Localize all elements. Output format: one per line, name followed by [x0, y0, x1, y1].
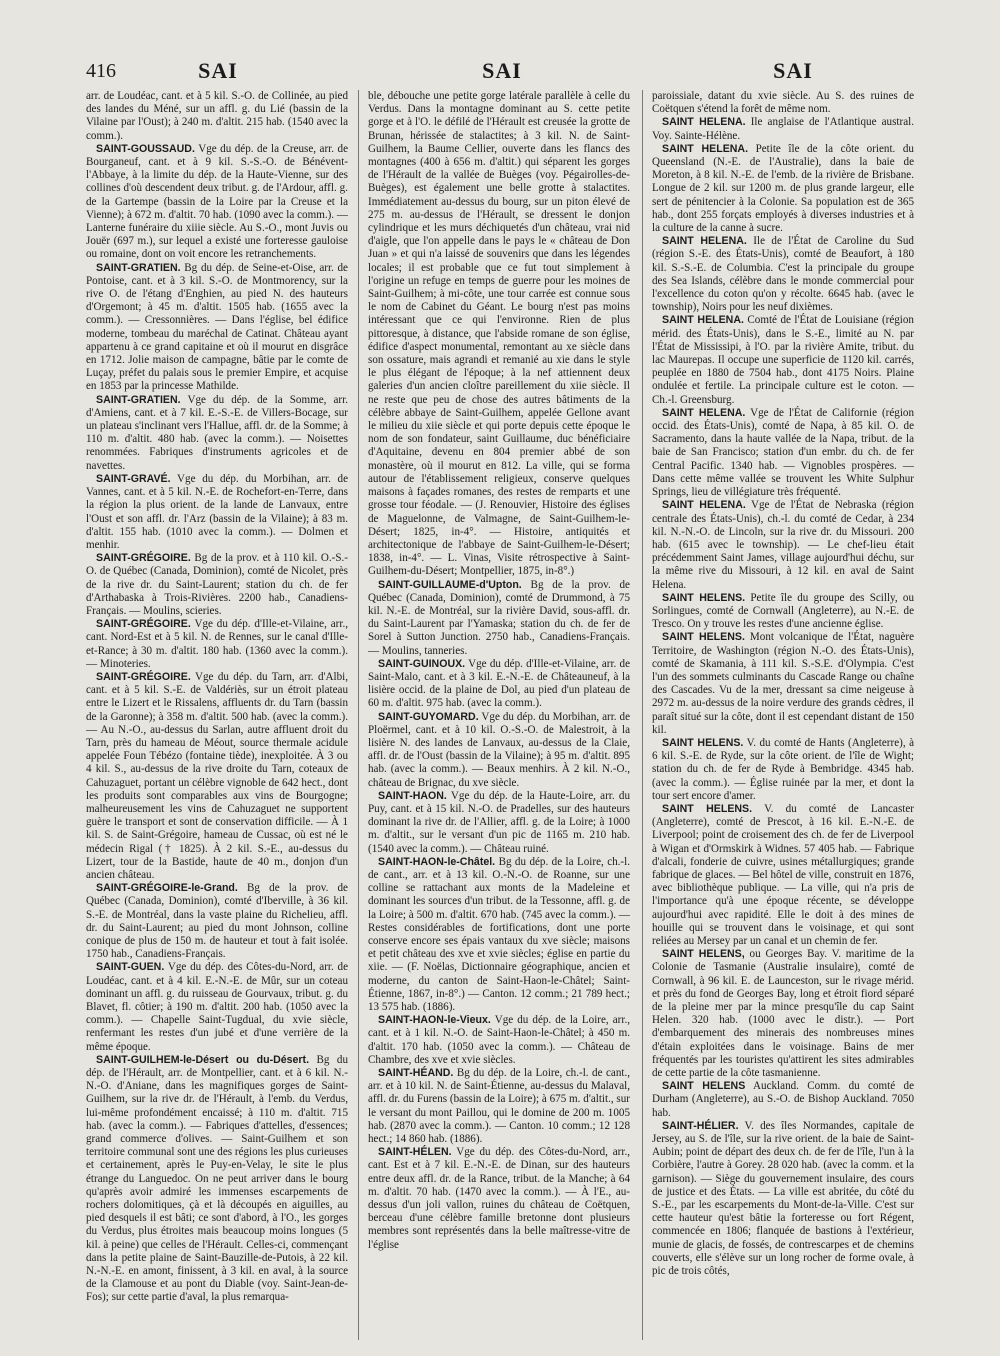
- running-head-right: SAI: [773, 58, 813, 83]
- entry-headword: SAINT-GUYOMARD.: [378, 710, 479, 723]
- entry-text: Petite île de la côte orient. du Queensland (N.-E. de l'Australie), dans la baie de Moreton, à 8 kil. N.-E. de l'emb. de la rivière de Brisbane. Longue de 2 kil. sur 1200 m. de plus grande largeur, elle sert de pénitencier à la Colonie. Sa population est de 365 hab., dont 255 forçats employés à diverses industries et à la culture de la canne à sucre.: [652, 142, 914, 235]
- entry-text: Vge du dép. du Morbihan, arr. de Vannes, cant. et à 5 kil. N.-E. de Rochefort-en-Terre, dans la région la plus orient. de la lande de Lanvaux, entre l'Oust et son affl. dr. l'Arz (bassin de la Vilaine); à 83 m. d'altit. 155 hab. (1010 avec la comm.). — Dolmen et menhir.: [86, 472, 348, 551]
- entry-headword: SAINT-GRATIEN.: [96, 261, 181, 274]
- entry-headword: SAINT-GRAVÉ.: [96, 472, 171, 485]
- dictionary-entry: [368, 90, 630, 579]
- entry-text: Mont volcanique de l'État, naguère Territoire, de Washington (région N.-O. des États-Unis), comté de Skamania, à 111 kil. S.-S.E. d'Olympia. C'est l'un des sommets culminants du Cascade Range ou chaîne des Cascades. Vu de la mer, dressant sa cime neigeuse à 2972 m. au-dessus de la noire verdure des grands cèdres, il paraît situé sur la côte, dont il est cependant distant de 150 kil.: [652, 631, 914, 736]
- entry-text: Petite île du groupe des Scilly, ou Sorlingues, comté de Cornwall (Angleterre), au N.-E. de Tresco. On y trouve les restes d'une ancienne église.: [652, 591, 914, 631]
- entry-text: Vge du dép. du Tarn, arr. d'Albi, cant. et à 5 kil. S.-E. de Valdériès, sur un étroit plateau entre le Lizert et le Rissalens, affluents dr. du Tarn (bassin de la Garonne); à 358 m. d'altit. 500 hab. (avec la comm.). — Au N.-O., au-dessus du Sarlan, autre affluent droit du Tarn, près du hameau de Méout, source thermale acidule appelée Foun Tébézo (fontaine tiède), inexploitée. À 3 ou 4 kil. S., au-dessus de la rive droite du Tarn, coteaux de Cahuzaguet, portant un célèbre vignoble de 642 hect., dont les produits sont comparables aux vins de Bourgogne; malheureusement les vins de Cahuzaguet ne supportent guère le transport et sont de conservation difficile. — À 1 kil. S. de Saint-Grégoire, hameau de Cussac, où est né le médecin Rigal († 1825). À 2 kil. S.-E., au-dessus du Lizert, tour de la Bastide, haute de 40 m., donjon d'un ancien château.: [86, 670, 348, 881]
- dictionary-entry: [368, 1014, 630, 1067]
- dictionary-entry: [86, 961, 348, 1053]
- entry-headword: SAINT HELENS,: [662, 948, 745, 961]
- entry-headword: SAINT-GRÉGOIRE.: [96, 670, 191, 683]
- dictionary-entry: [86, 882, 348, 961]
- entry-headword: SAINT-HAON.: [378, 789, 447, 802]
- entry-headword: SAINT-GUILHEM-le-Désert ou du-Désert.: [96, 1053, 310, 1066]
- entry-headword: SAINT HELENA.: [662, 499, 746, 512]
- dictionary-entry: [368, 658, 630, 711]
- page-number: 416: [86, 60, 116, 82]
- entry-headword: SAINT HELENS.: [662, 736, 744, 749]
- entry-headword: SAINT HELENS: [662, 1080, 746, 1093]
- dictionary-entry: [86, 473, 348, 552]
- entry-headword: SAINT-HÉAND.: [378, 1067, 454, 1080]
- entry-headword: SAINT HELENS.: [662, 591, 746, 604]
- entry-text: Vge de l'État de Californie (région occid. des États-Unis), comté de Napa, à 85 kil. O. de Sacramento, dans la haute vallée de la Napa, tribut. de la baie de San Francisco; station d'un embr. du ch. de fer Central Pacific. 1340 hab. — Vignobles prospères. — Dans cette même vallée se trouvent les White Sulphur Springs, lieu de villégiature très fréquenté.: [652, 406, 914, 499]
- dictionary-entry: [652, 499, 914, 591]
- entry-text: Bg du dép. de la Loire, ch.-l. de cant., arr. et à 13 kil. O.-N.-O. de Roanne, sur une colline se rattachant aux monts de la Madeleine et dominant les sources d'un tribut. de la Tessonne, affl. g. de la Loire; à 500 m. d'altit. 670 hab. (745 avec la comm.). — Restes considérables de fortifications, dont une porte conserve encore ses épais vantaux du xve siècle; maisons et petit château des xve et xvie siècles; église en partie du xiie. — (F. Noëlas, Dictionnaire géographique, ancien et moderne, du canton de Saint-Haon-le-Châtel; Saint-Étienne, 1867, in-8°.) — Canton. 12 comm.; 21 789 hect.; 13 575 hab. (1886).: [368, 855, 630, 1014]
- dictionary-entry: [368, 790, 630, 856]
- dictionary-entry: [368, 579, 630, 658]
- entry-headword: SAINT HELENS.: [662, 802, 753, 815]
- entry-headword: SAINT-HAON-le-Châtel.: [378, 855, 496, 868]
- dictionary-entry: [652, 592, 914, 632]
- entry-headword: SAINT HELENA.: [662, 235, 747, 248]
- dictionary-entry: [368, 1067, 630, 1146]
- entry-text: Vge du dép. du Morbihan, arr. de Ploërmel, cant. et à 10 kil. O.-S.-O. de Malestroit, à la lisière N. des landes de Lanvaux, au-dessus de la Claie, affl. dr. de l'Oust (bassin de la Vilaine); à 95 m. d'altit. 895 hab. (avec la comm.). — Beaux menhirs. À 2 kil. N.-O., château de Brignac, du xve siècle.: [368, 710, 630, 789]
- dictionary-entry: [652, 948, 914, 1080]
- entry-text: Vge du dép. de la Haute-Loire, arr. du Puy, cant. et à 15 kil. N.-O. de Pradelles, sur des hauteurs dominant la rive dr. de l'Allier, affl. g. de la Loire; à 1000 m. d'altit., sur le versant d'un pic de 1165 m. 210 hab. (1540 avec la comm.). — Château ruiné.: [368, 789, 630, 855]
- entry-headword: SAINT-GOUSSAUD.: [96, 142, 195, 155]
- entry-text: Bg de la prov. de Québec (Canada, Dominion), comté d'Iberville, à 36 kil. S.-E. de Montréal, dans la vaste plaine du Richelieu, affl. dr. du Saint-Laurent; au pied du mont Johnson, colline conique de plus de 150 m. de hauteur et tout à fait isolée. 1750 hab., Canadiens-Français.: [86, 882, 348, 961]
- entry-text: Bg de la prov. de Québec (Canada, Dominion), comté de Drummond, à 75 kil. N.-E. de Montréal, sur la rivière David, sous-affl. dr. du Saint-Laurent par l'Yamaska; station du ch. de fer de Sorel à Sutton Junction. 2750 hab., Canadiens-Français. — Moulins, tanneries.: [368, 578, 630, 657]
- entry-text: Ile anglaise de l'Atlantique austral. Voy. Sainte-Hélène.: [652, 116, 914, 142]
- dictionary-entry: [652, 407, 914, 499]
- entry-headword: SAINT HELENS.: [662, 631, 745, 644]
- entry-text: Vge du dép. de la Creuse, arr. de Bourganeuf, cant. et à 9 kil. S.-S.-O. de Bénévent-l'Abbaye, à la limite du dép. de la Haute-Vienne, sur des collines d'où descendent deux tribut. g. de l'Ardour, affl. g. de la Gartempe (bassin de la Loire par la Creuse et la Vienne); à 672 m. d'altit. 70 hab. (1090 avec la comm.). — Lanterne funéraire du xiiie siècle. Au S.-O., mont Juvis ou Jouër (697 m.), sur lequel a existé une forteresse gauloise ou romaine, dont on voit encore les retranchements.: [86, 142, 348, 261]
- dictionary-entry: [86, 262, 348, 394]
- entry-headword: SAINT-GUEN.: [96, 961, 165, 974]
- dictionary-entry: [86, 1054, 348, 1305]
- entry-text: Vge du dép. des Côtes-du-Nord, arr. de Loudéac, cant. et à 4 kil. E.-N.-E. de Mûr, sur un coteau dominant un affl. g. du ruisseau de Gourvaux, tribut. g. du Blavet, fl. côtier; à 190 m. d'altit. 200 hab. (1050 avec la comm.). — Chapelle Saint-Tugdual, du xvie siècle, renfermant les restes d'un jubé et d'une verrière de la même époque.: [86, 961, 348, 1053]
- running-head-center: SAI: [482, 58, 522, 83]
- entry-text: Vge du dép. d'Ille-et-Vilaine, arr., cant. Nord-Est et à 5 kil. N. de Rennes, sur le canal d'Ille-et-Rance; à 30 m. d'altit. 180 hab. (1360 avec la comm.). — Minoteries.: [86, 618, 348, 670]
- dictionary-entry: [652, 235, 914, 314]
- dictionary-entry: [86, 671, 348, 882]
- dictionary-entry: [86, 618, 348, 671]
- entry-text: ble, débouche une petite gorge latérale parallèle à celle du Verdus. Dans la montagne dominant au S. cette petite gorge et à l'O. le défilé de l'Hérault est creusée la grotte de Brunan, hérissée de stalactites; à 3 kil. N. de Saint-Guilhem, la Baume Cellier, ouverte dans les flancs des montagnes (400 à 656 m. d'altit.) qui séparent les gorges de l'Hérault de la vallée de Buèges (voy. Pégairolles-de-Buèges), est également une belle grotte à stalactites. Immédiatement au-dessus du bourg, sur un piton élevé de 275 m. au-dessus de l'Hérault, se dressent le donjon cylindrique et les murs déchiquetés d'un château, vrai nid d'aigle, que l'on appelle dans le pays le « château de Don Juan » et qui n'a laissé de souvenirs que dans les légendes locales; il est probable que ce fut tout simplement à l'origine un refuge en temps de guerre pour les moines de Saint-Guilhem; à mi-côte, une tour carrée est connue sous le nom de Cabinet du Géant. Le bourg n'est pas moins intéressant que ce qui l'environne. Rien de plus pittoresque, à distance, que l'abside romane de son église, édifice d'aspect monumental, remontant au xe siècle dans son ossature, mais agrandi et remanié au xie dans le style le plus élégant de l'époque; à la nef attiennent deux galeries d'un ancien cloître pareillement du xiie siècle. Il ne reste que peu de chose des autres bâtiments de la célèbre abbaye de Saint-Guilhem, appelée Gellone avant le milieu du xiie siècle et qui porte depuis cette époque le nom de son fondateur, saint Guillaume, duc bénéficiaire d'Aquitaine, devenu en 804 premier abbé de son monastère, où il mourut en 812. La ville, qui se forma autour de l'établissement religieux, conserve quelques maisons à façades romanes, des restes de remparts et une grosse tour féodale. — (J. Renouvier, Histoire des églises de Maguelonne, de Valmagne, de Saint-Guilhem-le-Désert; 1825, in-4°. — Histoire, antiquités et architectonique de l'abbaye de Saint-Guilhem-le-Désert; 1838, in-4°. — L. Vinas, Visite rétrospective à Saint-Guilhem-du-Désert; Montpellier, 1875, in-8°.): [368, 90, 630, 578]
- entry-text: Bg du dép. de l'Hérault, arr. de Montpellier, cant. et à 6 kil. N.-N.-O. d'Aniane, dans les magnifiques gorges de Saint-Guilhem, sur la rive dr. de l'Hérault, à l'emb. du Verdus, lui-même profondément encaissé; à 110 m. d'altit. 715 hab. (avec la comm.). — Fabriques d'attelles, d'essences; grand commerce d'olives. — Saint-Guilhem et son territoire communal sont une des régions les plus curieuses et certainement, après le Puy-en-Velay, le site le plus étrange du Languedoc. On ne peut arriver dans le bourg qu'après avoir admiré les immenses escarpements de rochers dolomitiques, çà et là découpés en aiguilles, au pied desquels il est bâti; ce sont d'abord, à l'O., les gorges du Verdus, plus étroites mais beaucoup moins longues (5 kil. à peine) que celles de l'Hérault. Celles-ci, commençant dans la petite plaine de Saint-Bauzille-de-Putois, à 22 kil. N.-N.-E. en amont, finissent, à 3 kil. en aval, à la source de la Clamouse et au pont du Diable (voy. Saint-Jean-de-Fos); sur cette partie d'aval, la plus remarqua-: [86, 1053, 348, 1304]
- entry-headword: SAINT-GUINOUX.: [378, 657, 466, 670]
- dictionary-entry: [86, 90, 348, 143]
- entry-text: Vge du dép. de la Loire, arr., cant. et à 1 kil. N.-O. de Saint-Haon-le-Châtel; à 450 m. d'altit. 170 hab. (1050 avec la comm.). — Château de Chambre, des xve et xvie siècles.: [368, 1014, 630, 1066]
- text-column-3: [652, 90, 914, 1340]
- entry-text: Bg du dép. de Seine-et-Oise, arr. de Pontoise, cant. et à 3 kil. S.-O. de Montmorency, sur la rive O. de l'étang d'Enghien, au pied N. des hauteurs d'Orgemont; à 45 m. d'altit. 1505 hab. (1655 avec la comm.). — Cressonnières. — Dans l'église, bel édifice moderne, tombeau du maréchal de Catinat. Château ayant appartenu à ce grand capitaine et où il mourut en disgrâce en 1712. Jolie maison de campagne, bâtie par le comte de Luçay, préfet du palais sous le premier Empire, et acquise en 1853 par la princesse Mathilde.: [86, 261, 348, 393]
- dictionary-entry: [86, 394, 348, 473]
- entry-headword: SAINT-GRÉGOIRE.: [96, 552, 191, 565]
- entry-text: Bg du dép. de la Loire, ch.-l. de cant., arr. et à 10 kil. N. de Saint-Étienne, au-dessus du Malaval, affl. dr. du Furens (bassin de la Loire); à 675 m. d'altit., sur le versant du mont Paillou, qui le domine de 200 m. 1005 hab. (2870 avec la comm.). — Canton. 10 comm.; 12 128 hect.; 14 860 hab. (1886).: [368, 1067, 630, 1146]
- entry-text: Comté de l'État de Louisiane (région mérid. des États-Unis), dans le S.-E., limité au N. par l'État de Mississipi, à l'O. par la rivière Amite, tribut. du lac Maurepas. Il occupe une superficie de 1120 kil. carrés, peuplée en 1880 de 7504 hab., dont 4175 Noirs. Plaine ondulée et fertile. La principale culture est le coton. — Ch.-l. Greensburg.: [652, 314, 914, 406]
- entry-headword: SAINT-HAON-le-Vieux.: [378, 1014, 491, 1027]
- dictionary-entry: [86, 552, 348, 618]
- entry-text: Bg de la prov. et à 110 kil. O.-S.-O. de Québec (Canada, Dominion), comté de Nicolet, près de la rive dr. du Saint-Laurent; station du ch. de fer d'Arthabaska à Trois-Rivières. 2200 hab., Canadiens-Français. — Moulins, scieries.: [86, 552, 348, 617]
- dictionary-entry: [652, 1120, 914, 1278]
- column-rule: [358, 90, 359, 1340]
- entry-text: Vge de l'État de Nebraska (région centrale des États-Unis), ch.-l. du comté de Cedar, à 234 kil. N.-N.-O. de Lincoln, sur la rive dr. du Missouri. 200 hab. (615 avec le township). — Le chef-lieu était précédemment Saint James, village aujourd'hui déchu, sur la même rive du Missouri, à 12 kil. en aval de Saint Helena.: [652, 499, 914, 591]
- dictionary-entry: [652, 314, 914, 406]
- dictionary-entry: [652, 803, 914, 948]
- dictionary-entry: [368, 711, 630, 790]
- dictionary-entry: [652, 631, 914, 737]
- entry-text: paroissiale, datant du xvie siècle. Au S. des ruines de Coëtquen s'étend la forêt de même nom.: [652, 90, 914, 116]
- entry-text: ou Georges Bay. V. maritime de la Colonie de Tasmanie (Australie insulaire), comté de Cornwall, à 96 kil. E. de Launceston, sur le rivage mérid. et près du fond de Georges Bay, long et étroit fiord séparé de la pleine mer par la mince presqu'île du cap Saint Helen. 320 hab. (1000 avec le distr.). — Port d'embarquement des minerais des nombreuses mines d'étain exploitées dans le voisinage. Bains de mer fréquentés par les touristes qu'attirent les sites admirables de cette partie de la côte tasmanienne.: [652, 948, 914, 1080]
- column-rule: [642, 90, 643, 1340]
- entry-text: Vge du dép. des Côtes-du-Nord, arr., cant. Est et à 7 kil. E.-N.-E. de Dinan, sur des hauteurs entre deux affl. dr. de la Rance, tribut. de la Manche; à 64 m. d'altit. 70 hab. (1470 avec la comm.). — À l'E., au-dessus d'un joli vallon, ruines du château de Coëtquen, berceau d'une célèbre famille bretonne dont plusieurs membres sont représentés dans la belle maîtresse-vitre de l'église: [368, 1146, 630, 1251]
- entry-headword: SAINT-GRÉGOIRE.: [96, 618, 191, 631]
- text-column-2: [368, 90, 630, 1340]
- page-header: [0, 58, 1000, 88]
- entry-headword: SAINT HELENA.: [662, 406, 746, 419]
- entry-text: Auckland. Comm. du comté de Durham (Angleterre), au S.-O. de Bishop Auckland. 7050 hab.: [652, 1080, 914, 1119]
- entry-headword: SAINT HELENA.: [662, 142, 749, 155]
- entry-headword: SAINT-HÉLEN.: [378, 1146, 452, 1159]
- entry-headword: SAINT-GRATIEN.: [96, 393, 181, 406]
- dictionary-entry: [652, 143, 914, 235]
- entry-headword: SAINT HELENA.: [662, 116, 746, 129]
- entry-text: V. des îles Normandes, capitale de Jersey, au S. de l'île, sur la rive orient. de la baie de Saint-Aubin; point de départ des deux ch. de fer de l'île, l'un à la Corbière, l'autre à Gorey. 28 020 hab. (avec la comm. et la garnison). — Siège du gouvernement insulaire, des cours de justice et des États. — La ville est abritée, du côté du S.-E., par les escarpements du Mont-de-la-Ville. C'est sur cette hauteur qu'est bâtie la forteresse ou fort Régent, commencée en 1806; flanquée de bastions à l'extérieur, munie de glacis, de fossés, de contrescarpes et de chemins couverts, elle s'élève sur un long rocher de forme ovale, à pic de trois côtés,: [652, 1119, 914, 1278]
- dictionary-entry: [652, 737, 914, 803]
- running-head-left: SAI: [198, 58, 238, 83]
- entry-text: Vge du dép. d'Ille-et-Vilaine, arr. de Saint-Malo, cant. et à 3 kil. E.-N.-E. de Châteauneuf, à la lisière occid. de la plaine de Dol, au pied d'un plateau de 60 m. d'altit. 975 hab. (avec la comm.).: [368, 657, 630, 710]
- text-column-1: [86, 90, 348, 1340]
- dictionary-entry: [652, 1080, 914, 1120]
- dictionary-entry: [652, 90, 914, 116]
- entry-headword: SAINT-GRÉGOIRE-le-Grand.: [96, 882, 238, 895]
- entry-headword: SAINT HELENA.: [662, 314, 744, 327]
- entry-text: Ile de l'État de Caroline du Sud (région S.-E. des États-Unis), comté de Beaufort, à 180 kil. S.-S.-E. de Columbia. C'est la principale du groupe des Sea Islands, célèbre dans le monde commercial pour l'excellence du coton qu'on y récolte. 6645 hab. (avec le township), Noirs pour les neuf dixièmes.: [652, 235, 914, 314]
- entry-text: V. du comté de Lancaster (Angleterre), comté de Prescot, à 16 kil. E.-N.-E. de Liverpool; point de croisement des ch. de fer de Liverpool à Wigan et d'Ormskirk à Widnes. 57 405 hab. — Fabrique d'alcali, fonderie de cuivre, usines métallurgiques; grande fabrique de glaces. — Bel hôtel de ville, construit en 1876, avec bibliothèque publique. — La ville, qui n'a pris de l'importance qu'à une époque récente, se développe aujourd'hui avec rapidité. Elle le doit à des mines de houille qui se trouvent dans le voisinage, et qui sont reliées au Mersey par un canal et un chemin de fer.: [652, 802, 914, 947]
- entry-text: Vge du dép. de la Somme, arr. d'Amiens, cant. et à 7 kil. E.-S.-E. de Villers-Bocage, sur un plateau s'inclinant vers l'Hallue, affl. dr. de la Somme; à 110 m. d'altit. 480 hab. (avec la comm.). — Noisettes renommées. Fabriques d'instruments agricoles et de navettes.: [86, 393, 348, 472]
- dictionary-entry: [652, 116, 914, 142]
- entry-text: V. du comté de Hants (Angleterre), à 6 kil. S.-E. de Ryde, sur la côte orient. de l'île de Wight; station du ch. de fer de Ryde à Bembridge. 4345 hab. (avec la comm.). — Église ruinée par la mer, et dont la tour sert encore d'amer.: [652, 736, 914, 802]
- dictionary-entry: [368, 1146, 630, 1252]
- dictionary-entry: [86, 143, 348, 262]
- entry-headword: SAINT-HÉLIER.: [662, 1119, 739, 1132]
- dictionary-entry: [368, 856, 630, 1014]
- entry-text: arr. de Loudéac, cant. et à 5 kil. S.-O. de Collinée, au pied des landes du Méné, sur un affl. g. du Lié (bassin de la Vilaine par l'Oust); à 240 m. d'altit. 215 hab. (1540 avec la comm.).: [86, 90, 348, 142]
- entry-headword: SAINT-GUILLAUME-d'Upton.: [378, 578, 522, 591]
